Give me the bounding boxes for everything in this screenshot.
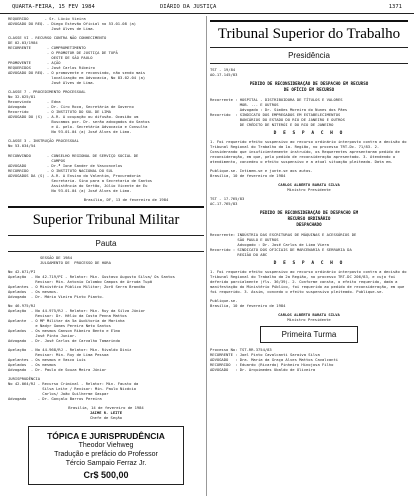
text-block: Publique-se. Intimem-se e junte-se aos autos. Brasília, 10 de fevereiro de 1984: [210, 168, 313, 178]
signer-name: CARLOS ALBERTO BARATA SILVA: [278, 182, 340, 187]
text-block: TST - 17.765/83 AC-17.765/83: [210, 196, 245, 206]
header-date: QUARTA-FEIRA, 15 FEV 1984: [12, 4, 95, 10]
date-line: Brasília, DF, 13 de fevereiro de 1984: [83, 197, 169, 202]
text-block: SESSÃO DE 1984 JULGAMENTO DE PROCESSO DE HORA: [40, 255, 111, 265]
date-line: Brasília, 14 de fevereiro de 1984: [68, 405, 144, 410]
signer-title: Ministro Presidente: [287, 187, 331, 192]
despacho-heading: D E S P A C H O: [273, 261, 345, 266]
presidencia-heading: Presidência: [210, 47, 408, 64]
text-block: CLASSE 7 - PROCEDIMENTO PROCESSUAL No 32.025/81 Reconvindo - Edna Advogado - Dr. Ciro Roca, Secretária de Governo Recorrido - O INSTITUTO DO SUL DE LIMA ADVOGADO DO (S) - A.R. A ocupação ou difusão. Ocasião um Buscamos por. Dr. serão advogados do Santos e A. pelo. Secretária Advocacia e Consulta No 93.01.04 (a) José Alves de Lima.: [8, 89, 150, 134]
text-block: Apelação - No 44.968/RJ - Relator: Min. Rivaldo Diniz Revisor: Min. Ruy de Lima Pessoa Apelantes - Os mesmos e Vasco Luís Apelados - Os mesmos Advogado - Dr. Paulo de Souza Meira Júnior: [8, 347, 132, 372]
text-paragraph: 1. Foi requerido efeito suspensivo ao recurso ordinário interposto contra a decisão do Tribunal Regional do Trabalho da 1a. Região, no processo TRT-Dc. 71/83. 2. Considerando que insuficientemente instruído, os Requerentes apresentaram pedido de reconsideração, em que, pelo pedido de reconsideração apresentado. 3. Atendendo o atendimento, concedeu o efeito suspensivo e a atual situação pleiteada. Data em.: [210, 139, 407, 164]
text-block: No 46.975/RJ Apelação - No 44.975/RJ - Relator: Min. Ruy da Silva Júnior Revisor: Dr. Hélio da Costa Penna Mattos Apelante - O MP Militar da 5a Auditoria de Marinha e Nadyr Gomes Pereira Neto Santos Apelados - Os mesmos Ganson Ribeiro Bento e Elmo José Pinto Junior. Advogado - Dr. José Carlos de Carvalho Tamarindo: [8, 303, 146, 343]
column-divider: [206, 16, 207, 496]
text-block: No 42.071/PI Apelação - No 42.719/PI - Relator: Min. Gustavo Augusto Silva/ Os Santos Revisor: Min. Antonio Colombo Campos de Arruda Tupã Apelantes - O Ministério Público Militar; Zorô Serra Brandão Apelados - Os mesmos. Advogado - Dr. Mário Vieira Pinto Pianto.: [8, 269, 175, 299]
text-paragraph: 1. Foi requerido efeito suspensivo ao recurso ordinário interposto contra a decisão do Tribunal Regional do Trabalho da 2a Região, no processo TRT-DC 206/83, e cujo foi deferido parcialmente (fls. 36/39). 2. Conforme consta, o efeito requerido, dada a manifestação do Ministério Público, foi requerido ao pedido de reconsideração, em que foi requerido. 3. Assim, concedo o efeito suspensivo pleiteado. Publique-se.: [210, 269, 407, 294]
signer-title: Chefe de Seção: [89, 415, 122, 420]
text-block: TST - 19/84 AO-17.145/83: [210, 67, 238, 77]
ad-title: TÓPICA E JURISPRUDÊNCIA: [47, 431, 165, 441]
primeira-turma-heading: Primeira Turma: [260, 326, 358, 343]
text-block: Recorrente : HOSPITAL - DISTRIBUIDORA DE TÍTULOS E VALORES MOB. ... E OUTROS Advogado : Dr. Simões Moreira do Nunes dos Pães Recorrido : SINDICATO DOS EMPREGADOS EM ESTABELECIMENTOS BANCÁRIOS DO ESTADO DO RIO DE JANEIRO E OUTROS DE CRÉDITO DE NITERÓI E DO RIO DE JANEIRO: [210, 97, 348, 127]
header-page-number: 1371: [388, 4, 402, 10]
text-block: Publique-se. Brasília, 10 de fevereiro de 1984: [210, 298, 286, 308]
text-block: REQUERIDO - Sr. Lúcio Vieira ADVOGADO DO REQ. - Diego Estevão Oficial no 53.01.08 (a) José Alves de Lima.: [8, 16, 137, 31]
process-heading: PEDIDO DE RECONSIDERAÇÃO DE DESPACHO EM RECURSO ORDINÁRIO DESPACHADO: [259, 210, 359, 227]
text-block: Recorrente: INDÚSTRIA DAS ESCRITURAS DE MÁQUINAS E ACESSÓRIOS DE SÃO PAULO E OUTROS Advogado : Dr. José Carlos de Lima Viera Recorrido : SINDICATO DOS OFICIAIS DE MARCENARIA E SERRARIA DA REGIÃO DO ABC: [210, 232, 357, 257]
text-block: CLASSE 3 - INSTRUÇÃO PROCESSUAL No 53.034/54 RECONVINDO - CONSELHO REGIONAL DE SERVIÇO SOCIAL DE CAMPOS ADVOGADO - Dr.ª Ione Sander de Vasconcelos RECORRIDO - O INSTITUTO NACIONAL DO SUL ADVOGADOS DA (S) - A.R. A Ensino do Valentim, Procuradoria Secretaria. Sino para a Secretaria de Santos Assistência do Sertão, Júlio Vicente de Eu No 93.01.04 (a) José Alves de Lima.: [8, 138, 153, 193]
ad-author: Theodor Viehweg: [78, 442, 134, 449]
ad-subtitle: Tradução e prefácio do Professor: [54, 451, 158, 458]
page-header: [0, 0, 414, 14]
ad-translator: Tércio Sampaio Ferraz Jr.: [65, 460, 147, 467]
stm-section-title: Superior Tribunal Militar: [32, 212, 180, 228]
left-column: [8, 16, 204, 496]
text-block: Processo No: TST-RR-3754/83 RECORRENTE : Joel Pinto Cavalcanti Saraiva Silva ADVOGADO : Dra. Maria da Graça Alves Mattos Cavalcanti RECORRIDO : Eduardo (Ricardo) Pinheiro Hinojosa Filho ADVOGADO : Dr. Arquimedes Ubaldo de Oliveira: [210, 347, 339, 372]
ad-price: Cr$ 500,00: [83, 470, 129, 480]
despacho-heading: D E S P A C H O: [273, 131, 345, 136]
header-journal-title: DIÁRIO DA JUSTIÇA: [160, 4, 217, 10]
book-advertisement: [28, 426, 184, 485]
pauta-heading: Pauta: [8, 235, 204, 252]
signer-name: CARLOS ALBERTO BARATA SILVA: [278, 312, 340, 317]
divider: [210, 20, 408, 22]
tst-section-title: Tribunal Superior do Trabalho: [217, 26, 401, 42]
signer-name: JAIME R. LEITE: [89, 410, 122, 415]
text-block: CLASSE VI - RECURSO CONTRA NÃO CONHECIMENTO DE 02.03/1984 RECORRENTE - COMPROMETIMENTO - O PROMOTOR DE JUSTIÇA DE TUPÃ OESTE DE SÃO PAULO PROMOVENTE - AÇÃO REQUERIDOS - José Carlos Ribeiro ADVOGADO DO REQ. - O promovente e reconvindo, não sendo mais localização em Advocacia, No 83.02.04 (a) José Alves de Lima.: [8, 35, 146, 85]
text-block: JURISPRUDÊNCIA No 42.064/RJ - Recurso Criminal - Relator: Min. Fausto da Silva Leite / Revisor: Min. Paulo Nicácio Carlos/ João Guilherme Gaspar Advogado - Dr. Gonçalo Barros Pereira: [8, 376, 139, 401]
divider: [8, 206, 204, 208]
process-heading: PEDIDO DE RECONSIDERAÇÃO DE DESPACHO EM RECURSO DE OFÍCIO EM RECURSO: [249, 81, 369, 92]
right-column: [210, 16, 408, 496]
signer-title: Ministro Presidente: [287, 317, 331, 322]
